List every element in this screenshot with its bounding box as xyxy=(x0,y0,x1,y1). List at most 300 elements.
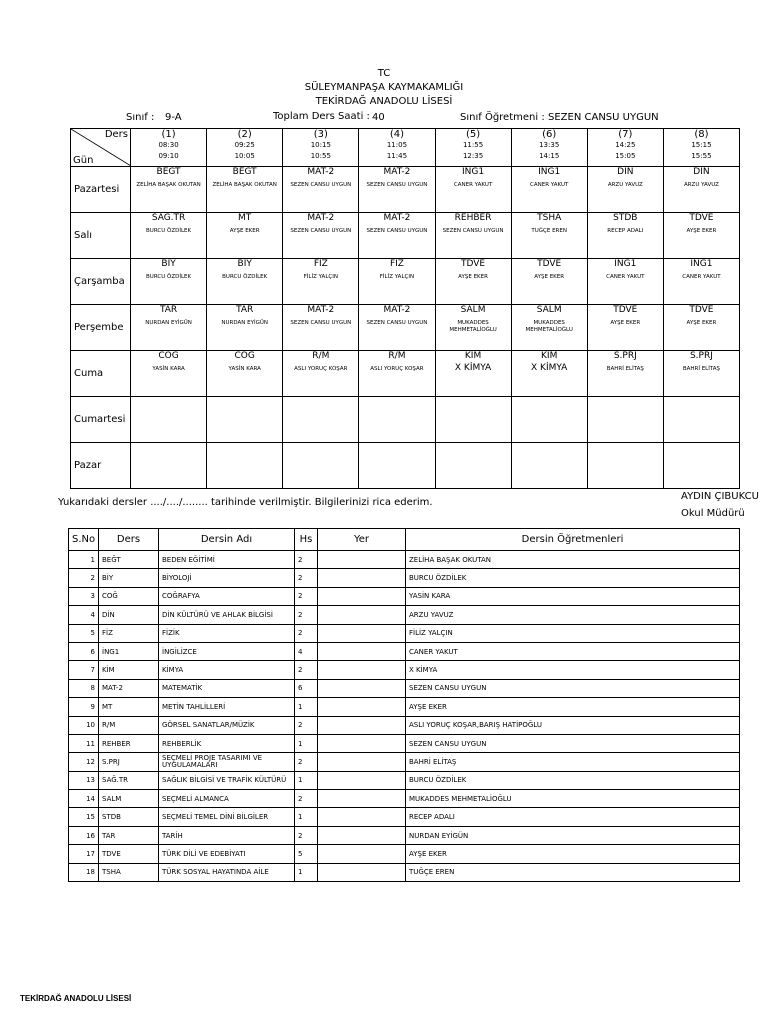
lesson-cell xyxy=(359,351,435,397)
lessons-header-sno: S.No xyxy=(69,529,99,551)
lesson-row xyxy=(69,642,740,660)
lessons-header-hs: Hs xyxy=(295,529,318,551)
corner-gun-label: Gün xyxy=(73,155,94,166)
lesson-code: SALM xyxy=(536,305,562,315)
lesson-ders: BEĞT xyxy=(99,551,159,569)
lesson-teacher: YASİN KARA xyxy=(228,366,261,372)
lesson-teacher: BAHRİ ELİTAŞ xyxy=(606,366,644,372)
lesson-teacher: ARZU YAVUZ xyxy=(683,182,719,188)
lesson-hs: 6 xyxy=(295,679,318,697)
lesson-sno: 6 xyxy=(69,642,99,660)
lesson-cell xyxy=(663,167,739,213)
lesson-teacher: ZELİHA BAŞAK OKUTAN xyxy=(136,182,201,188)
lessons-table xyxy=(68,528,740,882)
lesson-code: TAR xyxy=(236,305,254,315)
period-end: 11:45 xyxy=(386,152,408,160)
lesson-teacher: FİLİZ YALÇIN xyxy=(379,274,415,280)
lesson-code: TDVE xyxy=(689,305,714,315)
lesson-sno: 11 xyxy=(69,734,99,752)
lesson-cell xyxy=(435,397,511,443)
lesson-cell xyxy=(207,167,283,213)
lesson-teacher: CANER YAKUT xyxy=(606,274,645,280)
lesson-row xyxy=(69,716,740,734)
day-row xyxy=(71,351,740,397)
lesson-cell xyxy=(663,305,739,351)
lesson-sno: 16 xyxy=(69,826,99,844)
lesson-row xyxy=(69,753,740,771)
period-number: (4) xyxy=(389,129,405,140)
lesson-cell xyxy=(511,305,587,351)
lesson-ders: STDB xyxy=(99,808,159,826)
lesson-cell xyxy=(207,443,283,489)
lesson-sno: 10 xyxy=(69,716,99,734)
lesson-adi: DİN KÜLTÜRÜ VE AHLAK BİLGİSİ xyxy=(159,606,295,624)
lesson-row xyxy=(69,790,740,808)
lesson-sno: 1 xyxy=(69,551,99,569)
lesson-teacher: NURDAN EYİGÜN xyxy=(221,320,268,326)
lesson-cell xyxy=(587,167,663,213)
lesson-ders: TSHA xyxy=(99,863,159,881)
lesson-cell xyxy=(207,213,283,259)
lesson-sno: 4 xyxy=(69,606,99,624)
lesson-teachers: TUĞÇE EREN xyxy=(406,863,740,881)
lesson-code: İNG1 xyxy=(690,259,713,269)
lesson-code: COĞ xyxy=(158,351,179,361)
lesson-teacher: YASİN KARA xyxy=(152,366,185,372)
period-start: 13:35 xyxy=(539,141,560,149)
lesson-cell xyxy=(283,213,359,259)
lesson-hs: 2 xyxy=(295,569,318,587)
period-number: (7) xyxy=(618,129,633,140)
lesson-sno: 15 xyxy=(69,808,99,826)
lesson-cell xyxy=(663,351,739,397)
lesson-yer xyxy=(318,734,406,752)
lesson-cell xyxy=(587,259,663,305)
day-name: Pazartesi xyxy=(71,167,131,213)
lesson-sno: 3 xyxy=(69,587,99,605)
lesson-row xyxy=(69,845,740,863)
lesson-teacher: MUKADDES MEHMETALİOĞLU xyxy=(525,320,573,333)
lesson-cell xyxy=(359,443,435,489)
lesson-cell xyxy=(511,443,587,489)
lesson-yer xyxy=(318,551,406,569)
lesson-ders: TAR xyxy=(99,826,159,844)
lesson-code: DİN xyxy=(617,167,634,177)
lesson-cell xyxy=(587,397,663,443)
lesson-hs: 1 xyxy=(295,734,318,752)
lesson-ders: KİM xyxy=(99,661,159,679)
lesson-yer xyxy=(318,569,406,587)
lesson-cell xyxy=(511,213,587,259)
lessons-header-ogretmen: Dersin Öğretmenleri xyxy=(406,529,740,551)
lesson-code: İNG1 xyxy=(538,167,561,177)
period-header xyxy=(511,129,587,167)
lesson-teachers: MUKADDES MEHMETALİOĞLU xyxy=(406,790,740,808)
lesson-ders: REHBER xyxy=(99,734,159,752)
lesson-code: S.PRJ xyxy=(689,351,713,361)
lesson-adi: TÜRK DİLİ VE EDEBİYATI xyxy=(159,845,295,863)
lesson-code: BİY xyxy=(237,259,252,269)
lesson-teacher: RECEP ADALI xyxy=(607,228,644,234)
period-end: 12:35 xyxy=(462,152,484,160)
lesson-cell xyxy=(283,167,359,213)
lesson-code: FİZ xyxy=(313,259,328,269)
lesson-teacher: X KİMYA xyxy=(531,363,568,373)
lesson-teacher: SEZEN CANSU UYGUN xyxy=(290,320,352,326)
lesson-teacher: ZELİHA BAŞAK OKUTAN xyxy=(212,182,277,188)
lesson-teachers: BURCU ÖZDİLEK xyxy=(406,771,740,789)
lesson-row xyxy=(69,698,740,716)
lesson-ders: TDVE xyxy=(99,845,159,863)
lesson-hs: 2 xyxy=(295,753,318,771)
lesson-hs: 5 xyxy=(295,845,318,863)
period-end: 14:15 xyxy=(539,152,560,160)
lesson-teacher: AYŞE EKER xyxy=(229,228,260,234)
lesson-ders: SALM xyxy=(99,790,159,808)
lesson-adi: TARİH xyxy=(159,826,295,844)
lesson-row xyxy=(69,606,740,624)
period-header xyxy=(207,129,283,167)
lesson-code: KİM xyxy=(541,351,558,361)
lesson-adi: İNGİLİZCE xyxy=(159,642,295,660)
lesson-cell xyxy=(359,213,435,259)
lesson-code: MAT-2 xyxy=(383,213,411,223)
lesson-cell xyxy=(435,351,511,397)
day-name: Pazar xyxy=(71,443,131,489)
lesson-cell xyxy=(511,259,587,305)
lesson-cell xyxy=(435,305,511,351)
lesson-teacher: FİLİZ YALÇIN xyxy=(303,274,338,280)
lesson-yer xyxy=(318,863,406,881)
period-start: 11:05 xyxy=(386,141,408,149)
lesson-row xyxy=(69,624,740,642)
lesson-ders: MAT-2 xyxy=(99,679,159,697)
lesson-cell xyxy=(435,259,511,305)
lesson-teachers: NURDAN EYİGÜN xyxy=(406,826,740,844)
lesson-teachers: ARZU YAVUZ xyxy=(406,606,740,624)
lesson-teacher: AYŞE EKER xyxy=(610,320,641,326)
lesson-cell xyxy=(131,443,207,489)
day-name: Perşembe xyxy=(71,305,131,351)
lesson-row xyxy=(69,734,740,752)
lessons-header-row xyxy=(69,529,740,551)
lesson-hs: 2 xyxy=(295,624,318,642)
lesson-cell xyxy=(663,443,739,489)
lessons-header-yer: Yer xyxy=(318,529,406,551)
lesson-teacher: AYŞE EKER xyxy=(686,320,717,326)
day-row xyxy=(71,397,740,443)
lesson-cell xyxy=(663,397,739,443)
lesson-ders: FİZ xyxy=(99,624,159,642)
lesson-row xyxy=(69,569,740,587)
lesson-cell xyxy=(587,305,663,351)
lesson-code: SALM xyxy=(460,305,486,315)
lesson-teacher: ASLI YORUÇ KOŞAR xyxy=(294,366,348,372)
day-name: Salı xyxy=(71,213,131,259)
lesson-teacher: SEZEN CANSU UYGUN xyxy=(442,228,504,234)
lesson-adi: SEÇMELİ PROJE TASARIMI VE UYGULAMALARI xyxy=(159,753,295,771)
period-start: 09:25 xyxy=(234,141,255,149)
lesson-code: İNG1 xyxy=(614,259,637,269)
lesson-adi: REHBERLİK xyxy=(159,734,295,752)
lesson-hs: 2 xyxy=(295,551,318,569)
lesson-teacher: SEZEN CANSU UYGUN xyxy=(290,182,352,188)
period-start: 11:55 xyxy=(462,141,484,149)
lesson-teachers: SEZEN CANSU UYGUN xyxy=(406,734,740,752)
lessons-header-ders: Ders xyxy=(99,529,159,551)
lesson-cell xyxy=(511,397,587,443)
lesson-ders: COĞ xyxy=(99,587,159,605)
lesson-teacher: SEZEN CANSU UYGUN xyxy=(366,182,428,188)
class-teacher-label: Sınıf Öğretmeni : xyxy=(460,112,545,123)
principal-name: AYDIN ÇIBUKCU xyxy=(681,491,759,502)
period-end: 10:05 xyxy=(234,152,255,160)
lesson-code: TDVE xyxy=(689,213,714,223)
period-end: 10:55 xyxy=(310,152,331,160)
day-row xyxy=(71,443,740,489)
lesson-hs: 4 xyxy=(295,642,318,660)
lesson-yer xyxy=(318,845,406,863)
lesson-yer xyxy=(318,808,406,826)
lesson-code: KİM xyxy=(464,351,482,361)
lesson-adi: KİMYA xyxy=(159,661,295,679)
period-start: 15:15 xyxy=(691,141,712,149)
lesson-adi: COĞRAFYA xyxy=(159,587,295,605)
timetable-corner xyxy=(71,129,131,167)
lesson-adi: BİYOLOJİ xyxy=(159,569,295,587)
lesson-teacher: BURCU ÖZDİLEK xyxy=(222,274,268,280)
lesson-yer xyxy=(318,606,406,624)
lesson-yer xyxy=(318,826,406,844)
header-line-school: TEKİRDAĞ ANADOLU LİSESİ xyxy=(315,96,453,107)
lesson-teachers: ZELİHA BAŞAK OKUTAN xyxy=(406,551,740,569)
lesson-teacher: CANER YAKUT xyxy=(530,182,569,188)
lesson-cell xyxy=(663,259,739,305)
lesson-code: MAT-2 xyxy=(307,305,335,315)
day-row xyxy=(71,259,740,305)
lesson-cell xyxy=(359,259,435,305)
lesson-cell xyxy=(207,397,283,443)
lesson-yer xyxy=(318,790,406,808)
lesson-code: BEĞT xyxy=(232,167,257,177)
lesson-row xyxy=(69,808,740,826)
lesson-ders: S.PRJ xyxy=(99,753,159,771)
lesson-sno: 7 xyxy=(69,661,99,679)
lesson-cell xyxy=(207,305,283,351)
lesson-teachers: RECEP ADALI xyxy=(406,808,740,826)
lesson-code: MAT-2 xyxy=(307,213,335,223)
period-end: 15:05 xyxy=(615,152,636,160)
lesson-code: TDVE xyxy=(537,259,562,269)
lesson-cell xyxy=(131,259,207,305)
corner-ders-label: Ders xyxy=(104,129,128,140)
lesson-teachers: BAHRİ ELİTAŞ xyxy=(406,753,740,771)
lesson-code: BEĞT xyxy=(156,167,181,177)
lesson-teacher: SEZEN CANSU UYGUN xyxy=(366,320,428,326)
lesson-hs: 2 xyxy=(295,606,318,624)
lesson-teacher: MUKADDES MEHMETALİOĞLU xyxy=(449,320,497,333)
lesson-teacher: AYŞE EKER xyxy=(458,274,488,280)
period-header xyxy=(663,129,739,167)
lesson-code: İNG1 xyxy=(462,167,485,177)
lesson-hs: 2 xyxy=(295,661,318,679)
period-number: (2) xyxy=(237,129,252,140)
lesson-hs: 2 xyxy=(295,790,318,808)
lesson-cell xyxy=(435,167,511,213)
class-value: 9-A xyxy=(165,112,182,123)
lesson-row xyxy=(69,551,740,569)
day-name: Çarşamba xyxy=(71,259,131,305)
period-number: (6) xyxy=(542,129,557,140)
lesson-hs: 2 xyxy=(295,587,318,605)
lesson-cell xyxy=(359,305,435,351)
lesson-cell xyxy=(511,351,587,397)
lesson-teacher: SEZEN CANSU UYGUN xyxy=(290,228,352,234)
period-start: 14:25 xyxy=(615,141,636,149)
lesson-code: S.PRJ xyxy=(613,351,637,361)
lesson-adi: SEÇMELİ TEMEL DİNİ BİLGİLER xyxy=(159,808,295,826)
principal-title: Okul Müdürü xyxy=(681,508,745,519)
lesson-adi: SEÇMELİ ALMANCA xyxy=(159,790,295,808)
lesson-adi: FİZİK xyxy=(159,624,295,642)
lesson-cell xyxy=(131,351,207,397)
day-name: Cuma xyxy=(71,351,131,397)
lesson-code: MT xyxy=(238,213,252,223)
lesson-sno: 17 xyxy=(69,845,99,863)
lesson-cell xyxy=(207,351,283,397)
lesson-teacher: AYŞE EKER xyxy=(534,274,565,280)
period-number: (5) xyxy=(465,129,481,140)
header-line-kaymakamlik: SÜLEYMANPAŞA KAYMAKAMLIĞI xyxy=(304,82,464,93)
lesson-cell xyxy=(435,443,511,489)
school-footer: TEKİRDAĞ ANADOLU LİSESİ xyxy=(20,994,132,1003)
timetable-header-row xyxy=(71,129,740,167)
lesson-ders: R/M xyxy=(99,716,159,734)
lesson-teachers: SEZEN CANSU UYGUN xyxy=(406,679,740,697)
lesson-teacher: BURCU ÖZDİLEK xyxy=(146,228,192,234)
period-number: (1) xyxy=(161,129,176,140)
lesson-adi: BEDEN EĞİTİMİ xyxy=(159,551,295,569)
lesson-row xyxy=(69,679,740,697)
lesson-hs: 2 xyxy=(295,826,318,844)
lesson-row xyxy=(69,771,740,789)
lesson-code: MAT-2 xyxy=(383,167,411,177)
lesson-teachers: BURCU ÖZDİLEK xyxy=(406,569,740,587)
lesson-code: R/M xyxy=(388,351,406,361)
lesson-teacher: TUĞÇE EREN xyxy=(531,228,567,234)
period-end: 15:55 xyxy=(691,152,712,160)
lesson-adi: SAĞLIK BİLGİSİ VE TRAFİK KÜLTÜRÜ xyxy=(159,771,295,789)
lesson-cell xyxy=(131,213,207,259)
lesson-cell xyxy=(587,351,663,397)
lesson-yer xyxy=(318,679,406,697)
period-start: 10:15 xyxy=(310,141,331,149)
lesson-sno: 5 xyxy=(69,624,99,642)
day-row xyxy=(71,305,740,351)
lesson-sno: 13 xyxy=(69,771,99,789)
lesson-teachers: AYŞE EKER xyxy=(406,698,740,716)
lesson-sno: 18 xyxy=(69,863,99,881)
lesson-teacher: BURCU ÖZDİLEK xyxy=(146,274,192,280)
lesson-sno: 12 xyxy=(69,753,99,771)
lesson-adi: METİN TAHLİLLERİ xyxy=(159,698,295,716)
lesson-code: COĞ xyxy=(234,351,255,361)
period-header xyxy=(131,129,207,167)
lessons-header-adi: Dersin Adı xyxy=(159,529,295,551)
lesson-code: STDB xyxy=(613,213,638,223)
period-header xyxy=(435,129,511,167)
lesson-teacher: CANER YAKUT xyxy=(453,182,493,188)
lesson-yer xyxy=(318,661,406,679)
lesson-yer xyxy=(318,587,406,605)
lesson-teachers: CANER YAKUT xyxy=(406,642,740,660)
lesson-row xyxy=(69,661,740,679)
footer-note: Yukarıdaki dersler ..../..../........ tarihinde verilmiştir. Bilgilerinizi rica ederim. xyxy=(58,497,433,508)
lesson-teacher: ASLI YORUÇ KOŞAR xyxy=(370,366,424,372)
period-number: (3) xyxy=(313,129,328,140)
total-hours-value: 40 xyxy=(372,112,385,123)
lesson-cell xyxy=(359,167,435,213)
lesson-teacher: SEZEN CANSU UYGUN xyxy=(366,228,428,234)
lesson-cell xyxy=(207,259,283,305)
lesson-sno: 9 xyxy=(69,698,99,716)
lesson-code: TDVE xyxy=(613,305,638,315)
lesson-ders: SAĞ.TR xyxy=(99,771,159,789)
class-teacher-value: SEZEN CANSU UYGUN xyxy=(548,112,659,123)
lesson-ders: BİY xyxy=(99,569,159,587)
lesson-code: REHBER xyxy=(454,213,492,223)
lesson-row xyxy=(69,863,740,881)
lesson-code: DİN xyxy=(693,167,710,177)
lesson-code: MAT-2 xyxy=(383,305,411,315)
lesson-sno: 8 xyxy=(69,679,99,697)
lesson-teacher: BAHRİ ELİTAŞ xyxy=(682,366,721,372)
day-row xyxy=(71,167,740,213)
lesson-yer xyxy=(318,698,406,716)
lesson-row xyxy=(69,826,740,844)
class-label: Sınıf : xyxy=(126,112,155,123)
total-hours-label: Toplam Ders Saati : xyxy=(273,111,370,122)
lesson-sno: 2 xyxy=(69,569,99,587)
lesson-teachers: FİLİZ YALÇIN xyxy=(406,624,740,642)
period-header xyxy=(359,129,435,167)
lesson-ders: DİN xyxy=(99,606,159,624)
lesson-hs: 2 xyxy=(295,716,318,734)
lesson-cell xyxy=(283,397,359,443)
lesson-teachers: ASLI YORUÇ KOŞAR,BARIŞ HATİPOĞLU xyxy=(406,716,740,734)
day-name: Cumartesi xyxy=(71,397,131,443)
lesson-code: TSHA xyxy=(537,213,562,223)
header-line-tc: TC xyxy=(377,68,391,79)
lesson-code: TAR xyxy=(159,305,178,315)
period-header xyxy=(587,129,663,167)
lesson-hs: 1 xyxy=(295,808,318,826)
lesson-code: FİZ xyxy=(389,259,404,269)
lesson-cell xyxy=(283,351,359,397)
lesson-adi: TÜRK SOSYAL HAYATINDA AİLE xyxy=(159,863,295,881)
lesson-cell xyxy=(511,167,587,213)
lesson-teacher: CANER YAKUT xyxy=(682,274,721,280)
lesson-yer xyxy=(318,771,406,789)
period-header xyxy=(283,129,359,167)
lesson-teachers: AYŞE EKER xyxy=(406,845,740,863)
lesson-teacher: AYŞE EKER xyxy=(686,228,717,234)
lesson-ders: İNG1 xyxy=(99,642,159,660)
lesson-cell xyxy=(587,213,663,259)
lesson-cell xyxy=(359,397,435,443)
period-end: 09:10 xyxy=(158,152,179,160)
period-start: 08:30 xyxy=(158,141,179,149)
